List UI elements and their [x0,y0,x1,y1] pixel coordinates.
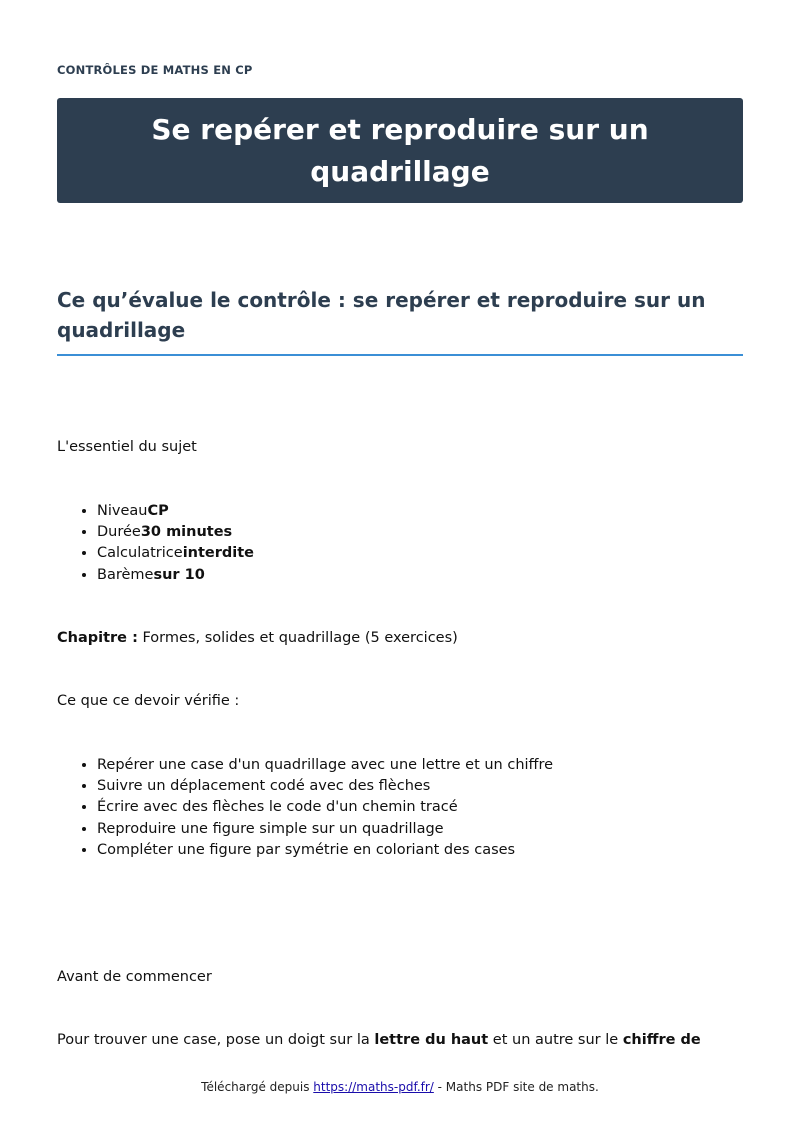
list-item [97,543,254,564]
chapter-text: Formes, solides et quadrillage (5 exercices) [137,630,458,646]
before-text-part: Pour trouver une case, pose un doigt sur la [57,1032,375,1048]
footer-prefix: Téléchargé depuis [201,1080,314,1094]
essentials-label: Durée [97,524,141,541]
essentials-value: 30 minutes [140,524,233,541]
essentials-value: interdite [182,545,255,562]
before-text [57,1031,701,1049]
checks-list [57,755,553,861]
before-bold-part: lettre du haut [374,1032,489,1048]
before-bold-part: chiffre de [622,1032,701,1048]
chapter-label: Chapitre : [57,630,138,646]
title-banner [57,98,743,203]
list-item: • Compléter une figure par symétrie en coloriant des cases [97,840,553,861]
footer [0,1080,800,1094]
list-item [97,565,254,586]
checks-heading: Ce que ce devoir vérifie : [57,693,240,709]
list-item: • Suivre un déplacement codé avec des flèches [97,776,553,797]
essentials-value: sur 10 [153,566,205,583]
essentials-label: Calculatrice [97,545,183,562]
footer-link[interactable]: https://maths-pdf.fr/ [313,1080,434,1094]
list-item: • Repérer une case d'un quadrillage avec une lettre et un chiffre [97,755,553,776]
before-heading: Avant de commencer [57,969,212,985]
page-title: Se repérer et reproduire sur un quadrillage [151,112,649,188]
section-title: Ce qu’évalue le contrôle : se repérer et reproduire sur un quadrillage [57,285,743,356]
essentials-label: Niveau [97,503,148,519]
list-item [97,522,254,543]
essentials-label: Barème [97,566,154,583]
eyebrow-label: CONTRÔLES DE MATHS EN CP [57,63,253,77]
essentials-value: CP [147,503,169,519]
before-text-part: et un autre sur le [488,1032,623,1048]
list-item: • Reproduire une figure simple sur un quadrillage [97,819,553,840]
essentials-heading: L'essentiel du sujet [57,439,197,455]
chapter-line [57,629,458,647]
list-item [97,501,254,522]
list-item: • Écrire avec des flèches le code d'un chemin tracé [97,797,553,818]
footer-suffix: - Maths PDF site de maths. [433,1080,599,1094]
essentials-list [57,501,254,586]
